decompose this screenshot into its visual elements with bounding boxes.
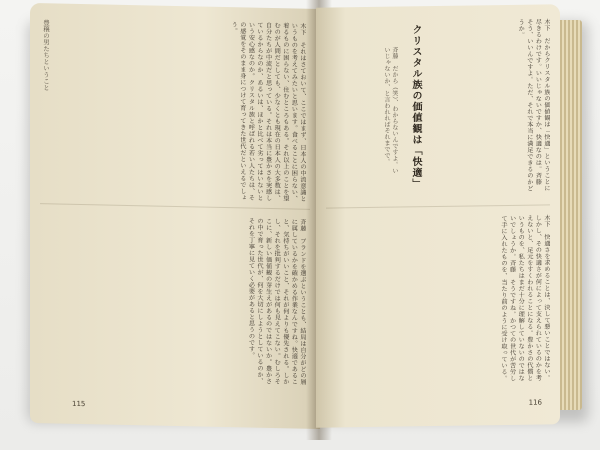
right-page-number: 116 bbox=[528, 398, 542, 407]
left-margin-note: 豊穣の男たちということ bbox=[42, 19, 50, 91]
right-body-top: 木下 だからクリスタル族の価値観は「快適」ということに尽きるわけです。いいじゃないですか、快適なのは。斉藤 そう、いいんですよ。ただ、それで本当に満足できるのかどうか。 bbox=[517, 18, 550, 192]
section-heading: クリスタル族の価値観は「快適」 bbox=[410, 24, 421, 190]
left-page-number: 115 bbox=[72, 399, 86, 409]
section-divider bbox=[326, 204, 550, 208]
left-body-bottom: 斉藤 ブランドを選ぶということも、結局は自分がどの層に属しているかを確かめる作業なんですね。快適であること、気持ちがいいこと、それが何よりも優先される。しかし、それを批判するだけでは何も見えてこない。むしろそこに、新しい価値観の芽生えがあるのではないか。豊かさの中で育った世代が、何を大切にしようとしているのか、それを丁寧に見ていく必要があると思うのです。 bbox=[247, 217, 306, 386]
right-page bbox=[316, 4, 560, 427]
left-page bbox=[30, 3, 320, 429]
left-body-top: 木下 それはさておいて、ここではまず、日本人の中流意識というものを考えてみたいと思います。食べることに困らない、着るものに困らない、住むところもある。それ以上のことを望むのが人間だとしても、少なくとも現在の日本人の大多数は、自分たちが中流だと思っている。それは本当に豊かさを実感しているからなのか、あるいは、ほかと比べて劣ってはいないという安心感なのか。クリスタル族と呼ばれる若い人たちは、その感覚をそのまま身につけて育ってきた世代だといえるでしょう。 bbox=[230, 21, 306, 202]
right-body-bottom: 木下 快適さを求めることは、決して悪いことではない。しかし、その快適さが何によって支えられているのかを考えないと、足元をすくわれることになる。豊かさの代償というものを、私たちはまだ十分に理解していないのではないでしょうか。斉藤 そうですね。かつての世代が苦労して手に入れたものを、当たり前のように受け取っている。 bbox=[500, 214, 550, 382]
section-divider bbox=[40, 203, 310, 210]
right-sidebar-text: 斉藤 だから（笑）、わからないんですよ。いいじゃないか、と言われればそれまでで。 bbox=[383, 46, 398, 174]
